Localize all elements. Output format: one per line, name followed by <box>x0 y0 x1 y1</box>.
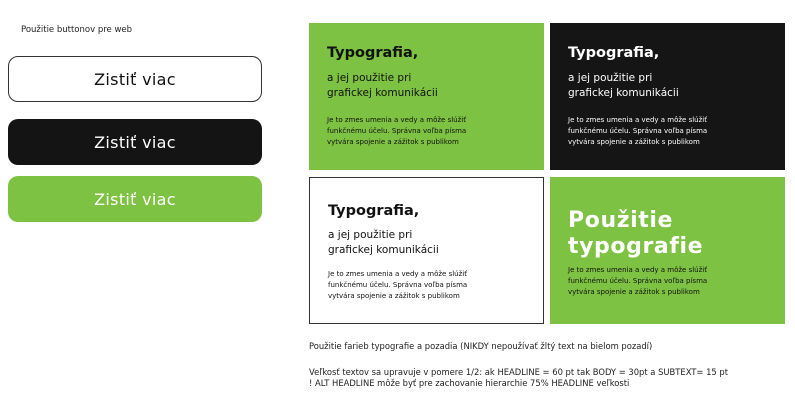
card-subline-line: grafickej komunikácii <box>568 87 679 99</box>
card-subline-line: a jej použitie pri <box>328 229 413 241</box>
card-body-line: funkčnému účelu. Správna voľba písma <box>568 277 708 285</box>
card-subline <box>568 71 773 101</box>
alt-headline-card-green <box>550 177 785 324</box>
learn-more-button-dark[interactable]: Zistiť viac <box>8 119 262 165</box>
alt-headline-note: ! ALT HEADLINE môže byť pre zachovanie hierarchie 75% HEADLINE veľkosti <box>309 378 630 388</box>
card-body-line: vytvára spojenie a zážitok s publikom <box>568 138 700 146</box>
card-body <box>568 115 773 148</box>
color-usage-note: Použitie farieb typografie a pozadia (NIKDY nepoužívať žltý text na bielom pozadí) <box>309 341 653 351</box>
card-body-line: funkčnému účelu. Správna voľba písma <box>328 281 468 289</box>
card-body-line: Je to zmes umenia a vedy a môže slúžiť <box>568 116 707 124</box>
card-headline: Typografia, <box>328 203 420 219</box>
card-subline-line: grafickej komunikácii <box>327 87 438 99</box>
card-subline <box>327 71 532 101</box>
card-subline <box>328 228 533 258</box>
card-headline: Typografia, <box>327 45 419 61</box>
learn-more-button-green[interactable]: Zistiť viac <box>8 176 262 222</box>
alt-headline <box>568 208 703 260</box>
card-body-line: funkčnému účelu. Správna voľba písma <box>327 127 467 135</box>
card-body-line: vytvára spojenie a zážitok s publikom <box>568 288 700 296</box>
learn-more-button-outline[interactable]: Zistiť viac <box>8 56 262 102</box>
typography-card-black <box>550 23 785 170</box>
section-label: Použitie buttonov pre web <box>21 25 133 35</box>
card-body-line: Je to zmes umenia a vedy a môže slúžiť <box>328 270 467 278</box>
typography-card-green <box>309 23 544 170</box>
card-body-line: funkčnému účelu. Správna voľba písma <box>568 127 708 135</box>
card-body-line: Je to zmes umenia a vedy a môže slúžiť <box>568 266 707 274</box>
card-body <box>327 115 532 148</box>
card-body-line: Je to zmes umenia a vedy a môže slúžiť <box>327 116 466 124</box>
typography-card-white <box>309 177 544 324</box>
card-body <box>568 265 773 298</box>
card-subline-line: grafickej komunikácii <box>328 244 439 256</box>
card-headline: Typografia, <box>568 45 660 61</box>
card-subline-line: a jej použitie pri <box>568 72 653 84</box>
card-body <box>328 269 533 302</box>
size-ratio-note: Veľkosť textov sa upravuje v pomere 1/2: ak HEADLINE = 60 pt tak BODY = 30pt a SUBTEXT= 15 pt <box>309 367 729 377</box>
alt-headline-line: Použitie <box>568 208 674 233</box>
card-subline-line: a jej použitie pri <box>327 72 412 84</box>
alt-headline-line: typografie <box>568 234 704 259</box>
card-body-line: vytvára spojenie a zážitok s publikom <box>327 138 459 146</box>
card-body-line: vytvára spojenie a zážitok s publikom <box>328 292 460 300</box>
